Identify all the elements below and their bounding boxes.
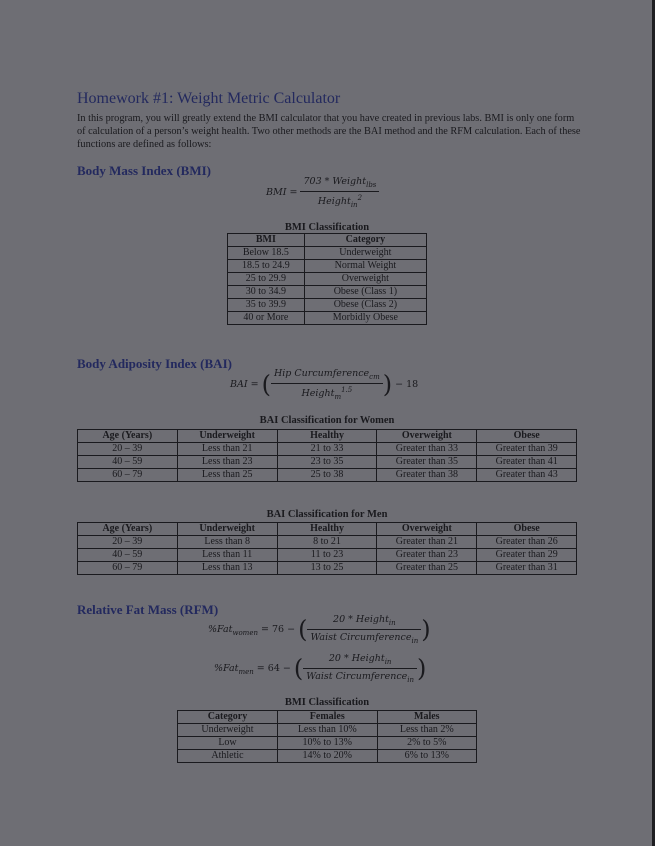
right-paren: ) — [421, 615, 431, 644]
table-row — [228, 299, 427, 312]
rfm-men-lhs: %Fat — [214, 662, 239, 674]
table-cell: 40 or More — [228, 312, 305, 325]
bmi-denominator-sub: in — [350, 200, 358, 209]
table-row — [228, 312, 427, 325]
table-cell: 18.5 to 24.9 — [228, 260, 305, 273]
table-cell: 13 to 25 — [277, 562, 377, 575]
bmi-formula-lhs: BMI = — [266, 186, 298, 198]
table-header-row — [78, 430, 577, 443]
column-header: Males — [377, 711, 476, 724]
rfm-table-caption: BMI Classification — [284, 697, 370, 708]
table-row — [178, 750, 477, 763]
table-cell: Athletic — [178, 750, 278, 763]
bai-numerator: Hip Curcumference — [273, 368, 370, 379]
table-cell: 23 to 35 — [277, 456, 377, 469]
column-header: Obese — [477, 430, 577, 443]
column-header: Underweight — [177, 430, 277, 443]
table-header-row — [78, 523, 577, 536]
table-cell: 11 to 23 — [277, 549, 377, 562]
table-row — [178, 724, 477, 737]
table-cell: 25 to 29.9 — [228, 273, 305, 286]
table-cell: 2% to 5% — [377, 737, 476, 750]
table-cell: 6% to 13% — [377, 750, 476, 763]
table-row — [78, 469, 577, 482]
bai-denominator: Height — [301, 388, 335, 400]
rfm-table — [177, 710, 477, 763]
table-cell: Greater than 41 — [477, 456, 577, 469]
table-cell: Less than 11 — [177, 549, 277, 562]
table-cell: Greater than 25 — [377, 562, 477, 575]
table-cell: 21 to 33 — [277, 443, 377, 456]
rfm-men-formula — [214, 653, 426, 684]
table-cell: Low — [178, 737, 278, 750]
rfm-women-lhs-sub: women — [232, 628, 258, 637]
table-row — [78, 549, 577, 562]
rfm-women-fraction — [307, 614, 421, 645]
table-cell: Greater than 26 — [477, 536, 577, 549]
rfm-women-numerator: 20 * Height — [333, 614, 389, 625]
table-row — [78, 456, 577, 469]
column-header: Category — [304, 234, 426, 247]
table-header-row — [178, 711, 477, 724]
table-cell: 40 – 59 — [78, 549, 178, 562]
column-header: Category — [178, 711, 278, 724]
table-row — [228, 247, 427, 260]
table-cell: 60 – 79 — [78, 562, 178, 575]
rfm-women-lhs: %Fat — [208, 623, 233, 635]
table-cell: 20 – 39 — [78, 536, 178, 549]
bai-heading: Body Adiposity Index (BAI) — [77, 356, 232, 371]
column-header: Overweight — [377, 523, 477, 536]
column-header: Underweight — [177, 523, 277, 536]
intro-paragraph: In this program, you will greatly extend the BMI calculator that you have created in previous labs. BMI is only one form of calculation of a person’s weight health. Two other methods are the BAI method and the RFM calculation. Each of these functions are defined as follows: — [77, 113, 581, 150]
table-cell: 60 – 79 — [78, 469, 178, 482]
table-cell: Less than 13 — [177, 562, 277, 575]
table-row — [228, 260, 427, 273]
bai-women-caption: BAI Classification for Women — [259, 415, 395, 426]
table-cell: 10% to 13% — [277, 737, 377, 750]
bmi-table-caption: BMI Classification — [284, 222, 370, 233]
column-header: Healthy — [277, 430, 377, 443]
rfm-men-minus: = 64 − — [256, 662, 291, 674]
table-cell: Greater than 21 — [377, 536, 477, 549]
table-cell: 25 to 38 — [277, 469, 377, 482]
bmi-heading: Body Mass Index (BMI) — [77, 163, 211, 178]
bai-men-table — [77, 522, 577, 575]
bai-denominator-sup: 1.5 — [341, 385, 353, 394]
table-cell: Less than 2% — [377, 724, 476, 737]
rfm-men-denominator: Waist Circumference — [306, 670, 408, 682]
bmi-denominator-sup: 2 — [357, 193, 363, 202]
rfm-women-minus: = 76 − — [261, 623, 296, 635]
bai-women-table — [77, 429, 577, 482]
left-paren: ( — [261, 370, 271, 399]
right-paren: ) — [417, 654, 427, 683]
left-paren: ( — [293, 654, 304, 683]
table-cell: Overweight — [304, 273, 426, 286]
column-header: Age (Years) — [78, 523, 178, 536]
bmi-fraction — [300, 176, 379, 209]
rfm-women-numerator-sub: in — [388, 618, 396, 627]
left-paren: ( — [298, 615, 308, 644]
table-cell: 40 – 59 — [78, 456, 178, 469]
rfm-men-lhs-sub: men — [238, 667, 254, 676]
table-cell: 30 to 34.9 — [228, 286, 305, 299]
table-row — [78, 562, 577, 575]
page-title: Homework #1: Weight Metric Calculator — [77, 90, 341, 107]
table-cell: Greater than 43 — [477, 469, 577, 482]
table-cell: Less than 10% — [277, 724, 377, 737]
table-cell: 14% to 20% — [277, 750, 377, 763]
column-header: Obese — [477, 523, 577, 536]
column-header: Females — [277, 711, 377, 724]
rfm-men-denominator-sub: in — [407, 675, 415, 684]
table-cell: Greater than 23 — [377, 549, 477, 562]
table-cell: Greater than 29 — [477, 549, 577, 562]
bmi-numerator: 703 * Weight — [303, 176, 367, 187]
rfm-men-numerator: 20 * Height — [328, 653, 385, 664]
table-cell: Greater than 33 — [377, 443, 477, 456]
rfm-women-formula — [208, 614, 431, 645]
table-row — [228, 286, 427, 299]
table-row — [178, 737, 477, 750]
table-cell: Less than 23 — [177, 456, 277, 469]
column-header: Age (Years) — [78, 430, 178, 443]
bai-formula-tail: − 18 — [395, 378, 419, 390]
table-cell: Less than 8 — [177, 536, 277, 549]
table-cell: Underweight — [304, 247, 426, 260]
table-cell: Greater than 35 — [377, 456, 477, 469]
table-cell: Normal Weight — [304, 260, 426, 273]
table-cell: Less than 25 — [177, 469, 277, 482]
bai-formula-lhs: BAI = — [230, 378, 259, 390]
bai-numerator-sub: cm — [369, 372, 380, 381]
bmi-table — [227, 233, 427, 325]
rfm-heading: Relative Fat Mass (RFM) — [77, 602, 219, 617]
column-header: Overweight — [377, 430, 477, 443]
table-cell: Underweight — [178, 724, 278, 737]
bai-denominator-sub: m — [334, 392, 342, 401]
bai-fraction — [271, 368, 383, 401]
table-cell: Greater than 39 — [477, 443, 577, 456]
table-row — [78, 536, 577, 549]
bai-men-caption: BAI Classification for Men — [266, 509, 388, 520]
bmi-formula — [266, 176, 379, 209]
bmi-numerator-sub: lbs — [366, 180, 377, 189]
table-header-row — [228, 234, 427, 247]
table-cell: 8 to 21 — [277, 536, 377, 549]
table-cell: Greater than 38 — [377, 469, 477, 482]
table-cell: Less than 21 — [177, 443, 277, 456]
table-cell: 35 to 39.9 — [228, 299, 305, 312]
rfm-men-fraction — [303, 653, 417, 684]
table-row — [228, 273, 427, 286]
column-header: Healthy — [277, 523, 377, 536]
table-cell: 20 – 39 — [78, 443, 178, 456]
column-header: BMI — [228, 234, 305, 247]
table-row — [78, 443, 577, 456]
bai-formula — [230, 368, 418, 401]
right-paren: ) — [382, 370, 393, 399]
rfm-women-denominator-sub: in — [411, 636, 419, 645]
table-cell: Morbidly Obese — [304, 312, 426, 325]
rfm-women-denominator: Waist Circumference — [310, 631, 412, 643]
rfm-men-numerator-sub: in — [384, 657, 392, 666]
table-cell: Greater than 31 — [477, 562, 577, 575]
table-cell: Below 18.5 — [228, 247, 305, 260]
table-cell: Obese (Class 2) — [304, 299, 426, 312]
table-cell: Obese (Class 1) — [304, 286, 426, 299]
bmi-denominator: Height — [317, 196, 351, 208]
